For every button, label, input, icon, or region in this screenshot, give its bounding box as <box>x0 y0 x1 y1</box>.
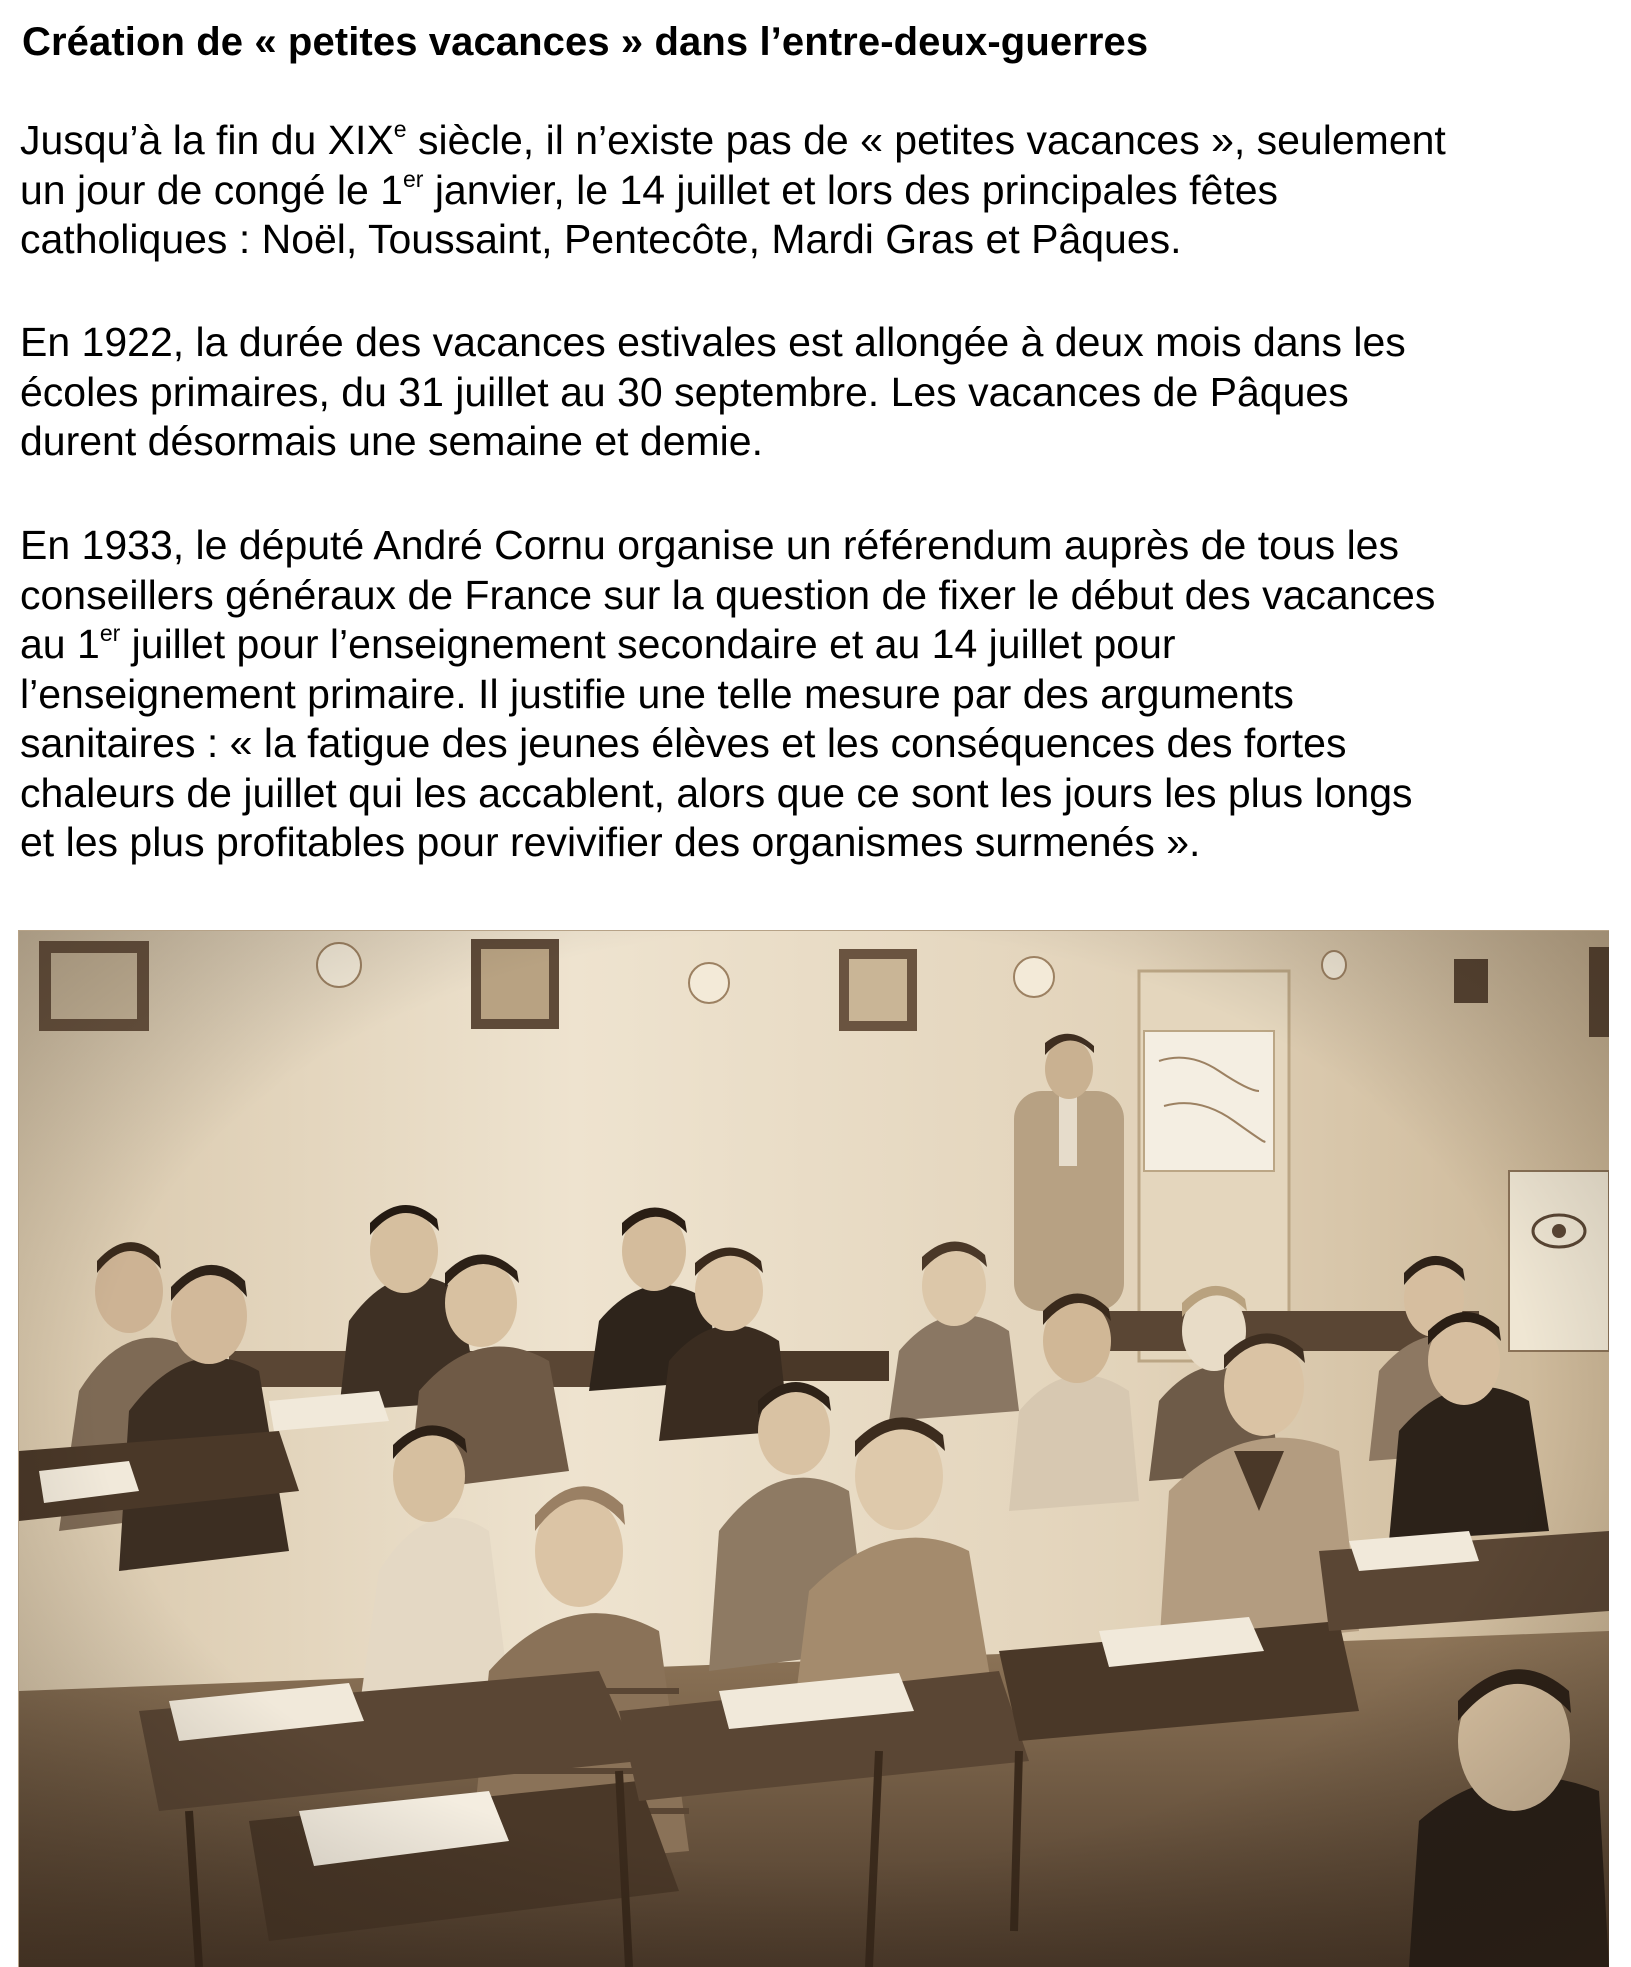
paragraph-3-line-3: au 1er juillet pour l’enseignement secondaire et au 14 juillet pour <box>20 620 1176 667</box>
page-title: Création de « petites vacances » dans l’entre-deux-guerres <box>22 20 1149 64</box>
paragraph-3 <box>20 521 1620 868</box>
classroom-photo-illustration <box>19 931 1609 1967</box>
paragraph-1-line-3: catholiques : Noël, Toussaint, Pentecôte, Mardi Gras et Pâques. <box>20 216 1182 262</box>
paragraph-3-line-4: l’enseignement primaire. Il justifie une telle mesure par des arguments <box>20 670 1294 717</box>
paragraph-3-line-6: chaleurs de juillet qui les accablent, alors que ce sont les jours les plus longs <box>20 769 1413 816</box>
classroom-photo <box>18 930 1609 1967</box>
paragraph-2-line-1: En 1922, la durée des vacances estivales est allongée à deux mois dans les <box>20 319 1406 365</box>
paragraph-1 <box>20 116 1620 265</box>
paragraph-3-line-1: En 1933, le député André Cornu organise un référendum auprès de tous les <box>20 522 1399 568</box>
photo-vignette <box>19 931 1609 1967</box>
paragraph-2-line-2: écoles primaires, du 31 juillet au 30 septembre. Les vacances de Pâques <box>20 368 1349 415</box>
paragraph-2-line-3: durent désormais une semaine et demie. <box>20 418 763 464</box>
paragraph-3-line-7: et les plus profitables pour revivifier des organismes surmenés ». <box>20 819 1201 865</box>
paragraph-1-line-1: Jusqu’à la fin du XIXe siècle, il n’existe pas de « petites vacances », seulement <box>20 116 1446 163</box>
paragraph-3-line-5: sanitaires : « la fatigue des jeunes élèves et les conséquences des fortes <box>20 720 1347 766</box>
paragraph-2 <box>20 318 1620 467</box>
paragraph-1-line-2: un jour de congé le 1er janvier, le 14 juillet et lors des principales fêtes <box>20 165 1279 213</box>
paragraph-3-line-2: conseillers généraux de France sur la question de fixer le début des vacances <box>20 571 1436 618</box>
